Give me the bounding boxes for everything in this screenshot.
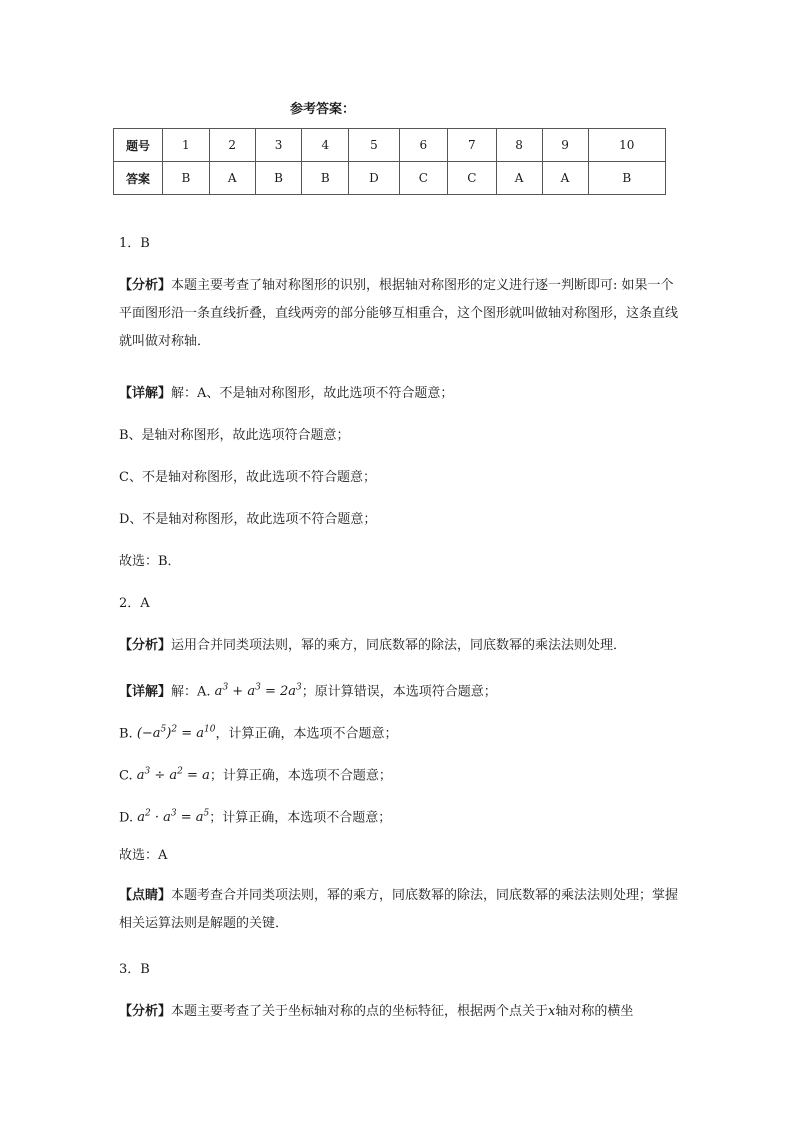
answer-cell: B [163, 162, 210, 195]
answer-cell: A [209, 162, 255, 195]
q1-detail-d: D、不是轴对称图形，故此选项不符合题意； [119, 512, 377, 527]
q2-analysis [119, 636, 679, 656]
analysis-text-cont: 轴对称的横坐 [555, 1004, 634, 1019]
q2-detail-a [119, 678, 679, 702]
answers-title: 参考答案： [290, 102, 356, 117]
detail-tag: 【详解】 [119, 684, 172, 700]
q2-comment [119, 882, 679, 938]
row-label-answer: 答案 [114, 162, 163, 195]
q1-analysis [119, 272, 679, 356]
analysis-text: 运用合并同类项法则，幂的乘方，同底数幂的除法，同底数幂的乘法法则处理． [171, 638, 627, 653]
comment-tag: 【点睛】 [119, 888, 172, 903]
answer-cell: B [588, 162, 666, 195]
detail-suffix: ，计算正确，本选项不合题意； [215, 726, 398, 742]
detail-prefix: B. [119, 726, 137, 742]
q2-conclusion: 故选：A [119, 848, 168, 863]
q2-detail-c [119, 762, 679, 786]
q3-heading: 3．B [119, 962, 150, 977]
detail-suffix: ；计算正确，本选项不合题意； [209, 810, 392, 826]
q3-analysis [119, 1002, 679, 1022]
analysis-tag: 【分析】 [119, 278, 172, 293]
row-label-number: 题号 [114, 129, 163, 162]
question-number: 6 [399, 129, 447, 162]
question-number: 8 [496, 129, 542, 162]
detail-suffix: ；计算正确，本选项不合题意； [209, 768, 392, 784]
formula-c: $a^3 \div a^2 = a$ [136, 767, 210, 784]
table-row-numbers [114, 129, 666, 162]
variable-x: x [548, 1004, 556, 1019]
formula-b: $(-a^5)^2 = a^{10}$ [136, 725, 216, 742]
detail-suffix: ；原计算错误，本选项符合题意； [301, 684, 497, 700]
q1-detail-a [119, 384, 679, 404]
detail-prefix: 解：A. [171, 684, 215, 700]
q2-heading: 2．A [119, 596, 150, 611]
formula-a: $a^3 + a^3 = 2a^3$ [214, 683, 302, 700]
formula-d: $a^2 \cdot a^3 = a^5$ [137, 809, 210, 826]
answer-cell: A [542, 162, 588, 195]
answer-cell: A [496, 162, 542, 195]
question-number: 2 [209, 129, 255, 162]
question-number: 5 [349, 129, 400, 162]
q2-detail-d [119, 804, 679, 828]
detail-text: 解：A、不是轴对称图形，故此选项不符合题意； [171, 386, 454, 401]
answer-cell: D [349, 162, 400, 195]
analysis-tag: 【分析】 [119, 1004, 172, 1019]
answer-cell: C [399, 162, 447, 195]
detail-prefix: C. [119, 768, 137, 784]
comment-text: 本题考查合并同类项法则，幂的乘方，同底数幂的除法，同底数幂的乘法法则处理；掌握相关运算法则是解题的关键． [119, 888, 679, 931]
analysis-text: 本题主要考查了关于坐标轴对称的点的坐标特征，根据两个点关于 [171, 1004, 549, 1019]
answer-table [113, 128, 666, 195]
question-number: 7 [448, 129, 496, 162]
answer-cell: B [302, 162, 349, 195]
question-number: 4 [302, 129, 349, 162]
question-number: 10 [588, 129, 666, 162]
question-number: 3 [255, 129, 302, 162]
answer-cell: B [255, 162, 302, 195]
q1-heading: 1．B [119, 236, 150, 251]
q1-conclusion: 故选：B． [119, 554, 181, 569]
answer-cell: C [448, 162, 496, 195]
q2-detail-b [119, 720, 679, 744]
question-number: 9 [542, 129, 588, 162]
q1-detail-c: C、不是轴对称图形，故此选项不符合题意； [119, 470, 376, 485]
table-row-answers [114, 162, 666, 195]
analysis-tag: 【分析】 [119, 638, 172, 653]
detail-prefix: D. [119, 810, 138, 826]
detail-tag: 【详解】 [119, 386, 172, 401]
q1-detail-b: B、是轴对称图形，故此选项符合题意； [119, 428, 350, 443]
question-number: 1 [163, 129, 210, 162]
analysis-text: 本题主要考查了轴对称图形的识别，根据轴对称图形的定义进行逐一判断即可: 如果一个平面图形沿一条直线折叠，直线两旁的部分能够互相重合，这个图形就叫做轴对称图形，这条直线就叫做对称轴． [119, 278, 679, 349]
